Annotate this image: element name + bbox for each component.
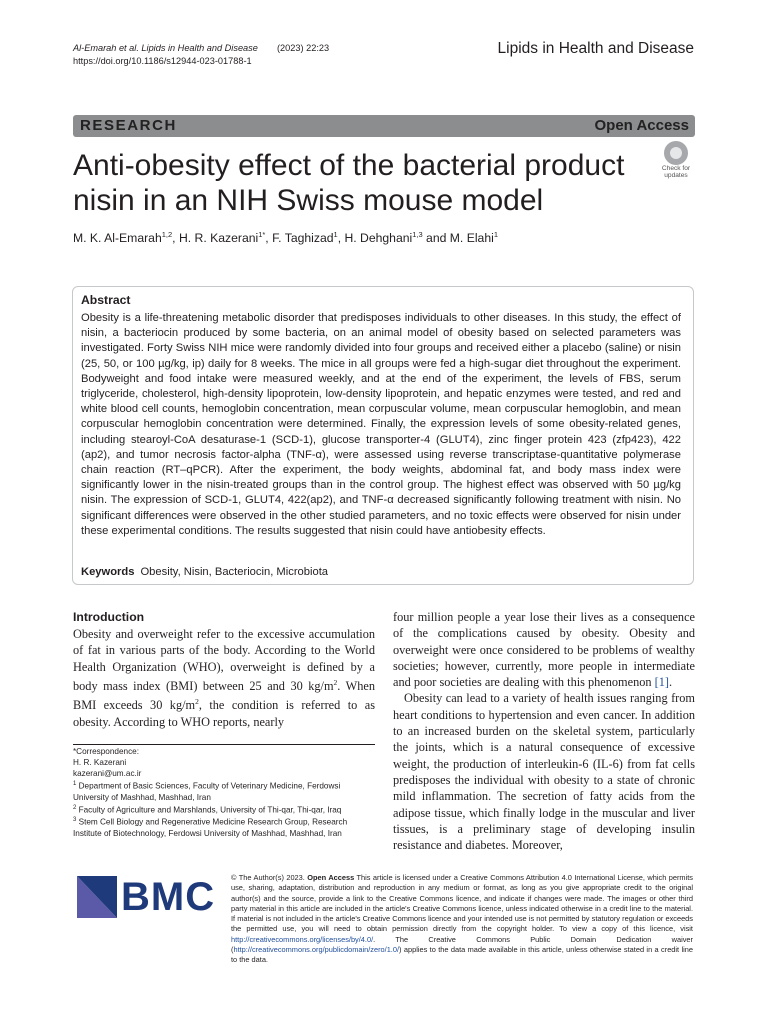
citation-year: (2023) 22:23 <box>277 43 330 53</box>
journal-name: Lipids in Health and Disease <box>497 40 694 57</box>
section-label: RESEARCH <box>80 117 177 134</box>
license-text: © The Author(s) 2023. Open Access This article is licensed under a Creative Commons Attribution 4.0 International License, which permits use, sharing, adaptation, distribution and reproduction in any medium or format, as long as you give appropriate credit to the original author(s) and the source, provide a link to the Creative Commons licence, and indicate if changes were made. The images or other third party material in this article are included in the article's Creative Commons licence, unless indicated otherwise in a credit line to the material. If material is not included in the article's Creative Commons licence and your intended use is not permitted by statutory regulation or exceeds the permitted use, you will need to obtain permission directly from the copyright holder. To view a copy of this licence, visit http://creativecommons.org/licenses/by/4.0/. The Creative Commons Public Domain Dedication waiver (http://creativecommons.org/publicdomain/zero/1.0/) applies to the data made available in this article, unless otherwise stated in a credit line to the data. <box>231 873 693 965</box>
correspondence-label: *Correspondence: <box>73 747 139 756</box>
crossmark-line1: Check for <box>661 165 691 172</box>
keywords-label: Keywords <box>81 566 135 578</box>
crossmark-line2: updates <box>664 172 688 179</box>
affiliation-2: $^2$ Faculty of Agriculture and Marshlands, University of Thi-qar, Thi-qar, Iraq <box>73 804 342 815</box>
bmc-logo-mark-icon <box>75 874 119 920</box>
author[interactable]: H. R. Kazerani$^{1*}$ <box>178 230 266 246</box>
public-domain-link[interactable]: http://creativecommons.org/publicdomain/zero/1.0/ <box>233 945 400 955</box>
author[interactable]: F. Taghizad$^1$ <box>272 230 338 246</box>
intro-right-column <box>393 609 695 853</box>
affiliation-1: $^1$ Department of Basic Sciences, Faculty of Veterinary Medicine, Ferdowsi University of Mashhad, Mashhad, Iran <box>73 781 341 802</box>
intro-left-column: Obesity and overweight refer to the excessive accumulation of fat in various parts of the body. According to the World Health Organization (WHO), overweight is defined by a body mass index (BMI) between 25 and 30 $kg/m^2$. When BMI exceeds 30 $kg/m^2$, the condition is referred to as obesity. According to WHO reports, nearly <box>73 627 375 729</box>
affiliation-3: $^3$ Stem Cell Biology and Regenerative Medicine Research Group, Research Institute of Biotechnology, Ferdowsi University of Mashhad, Mashhad, Iran <box>73 817 348 839</box>
abstract-heading: Abstract <box>81 293 131 307</box>
footnotes <box>73 746 375 839</box>
reference-link[interactable]: [1] <box>654 675 669 690</box>
license-link[interactable]: http://creativecommons.org/licenses/by/4.0/ <box>231 934 374 944</box>
abstract-text: Obesity is a life-threatening metabolic disorder that predisposes individuals to other diseases. In this study, the effect of nisin, a bacteriocin produced by some bacteria, on an animal model of obesity based on selected parameters was investigated. Forty Swiss NIH mice were randomly divided into four groups and received either a placebo (saline) or nisin (25, 50, or 100 µg/kg, ip) daily for 8 weeks. The mice in all groups were fed a high-sugar diet throughout the experiment. Bodyweight and food intake were measured weekly, and at the end of the experiment, the levels of FBS, serum triglyceride, cholesterol, high-density lipoprotein, low-density lipoprotein, and hepatic enzymes were tested, and red and white blood cell counts, hemoglobin concentration, mean corpuscular volume, mean corpuscular hemoglobin, and mean corpuscular hemoglobin concentration were determined. Finally, the expression levels of some obesity-related genes, including stearoyl-CoA desaturase-1 (SCD-1), glucose transporter-4 (GLUT4), zinc finger protein 423 (zfp423), 422 (ap2), and tumor necrosis factor-alpha (TNF-α), were assessed using reverse transcriptase-quantitative polymerase chain reaction (RT–qPCR). After the experiment, the body weights, abdominal fat, and body mass index were significantly lower in the nisin-treated groups than in the control group. The highest effect was observed with 50 µg/kg nisin. The expression of SCD-1, GLUT4, 422(ap2), and TNF-α decreased significantly following treatment with nisin. No significant differences were observed in the other studied parameters, and no toxic effects were observed for nisin under these experimental conditions. The results suggested that nisin could have antiobesity effects. <box>81 312 681 537</box>
keywords <box>81 566 328 578</box>
keywords-list: Obesity, Nisin, Bacteriocin, Microbiota <box>140 566 329 578</box>
citation-authors: Al-Emarah et al. Lipids in Health and Disease <box>73 43 258 53</box>
correspondence-name: H. R. Kazerani <box>73 758 127 767</box>
author[interactable]: M. K. Al-Emarah$^{1,2}$ <box>73 230 173 246</box>
open-access-label: Open Access <box>594 117 689 134</box>
author[interactable]: H. Dehghani$^{1,3}$ <box>344 230 423 246</box>
doi-link[interactable]: https://doi.org/10.1186/s12944-023-01788-1 <box>73 56 252 66</box>
section-banner <box>73 115 695 137</box>
citation-header <box>73 42 373 68</box>
correspondence-email[interactable]: kazerani@um.ac.ir <box>73 769 142 778</box>
author-list: M. K. Al-Emarah$^{1,2}$, H. R. Kazerani$^{1*}$, F. Taghizad$^1$, H. Dehghani$^{1,3}$ and M. Elahi$^1$ <box>73 230 498 246</box>
bmc-logo-text: BMC <box>121 875 216 919</box>
intro-paragraph: Obesity can lead to a variety of health issues ranging from heart conditions to hypertension and even cancer. In addition to an increased burden on the skeletal system, particularly the joints, which is a natural consequence of excessive weight, the production of interleukin-6 (IL-6) from fat cells predisposes the individual with obesity to a state of chronic mild inflammation. The secretion of fatty acids from the adipose tissue, which finally lodge in the muscular and liver tissues, is a preliminary stage of developing insulin resistance and diabetes. Moreover, <box>393 691 695 853</box>
intro-paragraph: four million people a year lose their lives as a consequence of the complications caused by obesity. Obesity and overweight were once considered to be problems of wealthy societies; however, currently, more people in intermediate and poor societies are dealing with this phenomenon [1]. <box>393 610 695 690</box>
author[interactable]: M. Elahi$^1$ <box>449 230 498 246</box>
crossmark-icon <box>664 141 688 165</box>
article-title: Anti-obesity effect of the bacterial product nisin in an NIH Swiss mouse model <box>73 149 625 217</box>
check-for-updates-badge[interactable] <box>655 141 697 181</box>
introduction-heading: Introduction <box>73 610 145 624</box>
bmc-logo <box>75 874 215 920</box>
footnote-divider <box>73 744 375 745</box>
